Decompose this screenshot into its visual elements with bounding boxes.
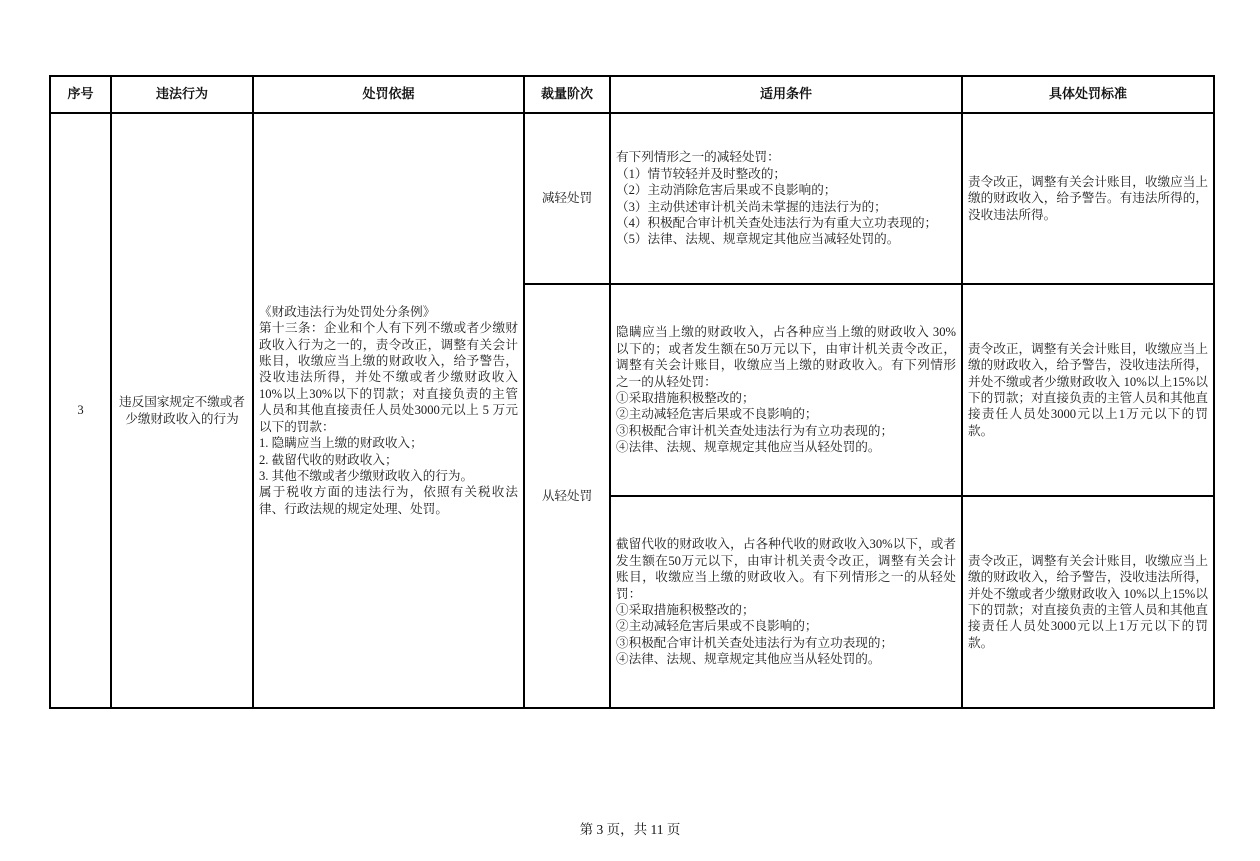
- cell-violation: 违反国家规定不缴或者少缴财政收入的行为: [111, 113, 253, 708]
- basis-line: 1. 隐瞒应当上缴的财政收入；: [259, 436, 423, 451]
- basis-line: 属于税收方面的违法行为，依照有关税收法律、行政法规的规定处理、处罚。: [259, 485, 518, 516]
- cell-standard-concealment: 责令改正，调整有关会计账目，收缴应当上缴的财政收入，给予警告，没收违法所得，并处不缴或者少缴财政收入 10%以上15%以下的罚款；对直接负责的主管人员和其他直接责任人员处3000元以上1万元以下的罚款。: [962, 284, 1214, 496]
- penalty-table: [49, 75, 1215, 709]
- cell-standard-reduced: 责令改正，调整有关会计账目，收缴应当上缴的财政收入，给予警告。有违法所得的，没收违法所得。: [962, 113, 1214, 284]
- condition-line: （5）法律、法规、规章规定其他应当减轻处罚的。: [616, 232, 900, 247]
- condition-line: （1）情节较轻并及时整改的；: [616, 166, 787, 181]
- header-index: 序号: [50, 76, 111, 113]
- condition-line: （4）积极配合审计机关查处违法行为有重大立功表现的；: [616, 215, 938, 230]
- cell-penalty-basis: [253, 113, 524, 708]
- condition-line: 隐瞒应当上缴的财政收入，占各种应当上缴的财政收入 30%以下的；或者发生额在50万元以下，由审计机关责令改正，调整有关会计账目，收缴应当上缴的财政收入。有下列情形之一的从轻处罚：: [616, 325, 956, 389]
- condition-line: ④法律、法规、规章规定其他应当从轻处罚的。: [616, 440, 881, 455]
- condition-line: 有下列情形之一的减轻处罚：: [616, 150, 780, 165]
- cell-conditions-concealment: [610, 284, 962, 496]
- basis-line: 2. 截留代收的财政收入；: [259, 452, 398, 467]
- condition-line: ②主动减轻危害后果或不良影响的；: [616, 619, 818, 634]
- cell-conditions-withholding: [610, 496, 962, 708]
- condition-line: ③积极配合审计机关查处违法行为有立功表现的；: [616, 635, 894, 650]
- condition-line: ④法律、法规、规章规定其他应当从轻处罚的。: [616, 652, 881, 667]
- header-conditions: 适用条件: [610, 76, 962, 113]
- condition-line: （2）主动消除危害后果或不良影响的；: [616, 183, 837, 198]
- cell-tier-reduced: 减轻处罚: [524, 113, 610, 284]
- header-row: [50, 76, 1214, 113]
- condition-line: 截留代收的财政收入，占各种代收的财政收入30%以下，或者发生额在50万元以下，由审计机关责令改正，调整有关会计账目，收缴应当上缴的财政收入。有下列情形之一的从轻处罚：: [616, 537, 956, 601]
- condition-line: ②主动减轻危害后果或不良影响的；: [616, 407, 818, 422]
- condition-line: （3）主动供述审计机关尚未掌握的违法行为的；: [616, 199, 887, 214]
- condition-line: ①采取措施积极整改的；: [616, 391, 755, 405]
- header-violation: 违法行为: [111, 76, 253, 113]
- cell-conditions-reduced: [610, 113, 962, 284]
- page-footer: 第 3 页，共 11 页: [579, 822, 681, 837]
- header-basis: 处罚依据: [253, 76, 524, 113]
- header-standard: 具体处罚标准: [962, 76, 1214, 113]
- cell-tier-lenient: 从轻处罚: [524, 284, 610, 708]
- header-tier: 裁量阶次: [524, 76, 610, 113]
- cell-sequence-number: 3: [50, 113, 111, 708]
- table-row: [50, 113, 1214, 284]
- basis-line: 《财政违法行为处罚处分条例》: [259, 304, 436, 319]
- condition-line: ③积极配合审计机关查处违法行为有立功表现的；: [616, 423, 894, 438]
- cell-standard-withholding: 责令改正，调整有关会计账目，收缴应当上缴的财政收入，给予警告，没收违法所得，并处不缴或者少缴财政收入 10%以上15%以下的罚款；对直接负责的主管人员和其他直接责任人员处3000元以上1万元以下的罚款。: [962, 496, 1214, 708]
- basis-line: 第十三条：企业和个人有下列不缴或者少缴财政收入行为之一的，责令改正，调整有关会计账目，收缴应当上缴的财政收入，给予警告，没收违法所得，并处不缴或者少缴财政收入10%以上30%以下的罚款；对直接负责的主管人员和其他直接责任人员处3000元以上 5 万元以下的罚款：: [259, 321, 518, 434]
- condition-line: ①采取措施积极整改的；: [616, 603, 755, 617]
- basis-line: 3. 其他不缴或者少缴财政收入的行为。: [259, 468, 474, 483]
